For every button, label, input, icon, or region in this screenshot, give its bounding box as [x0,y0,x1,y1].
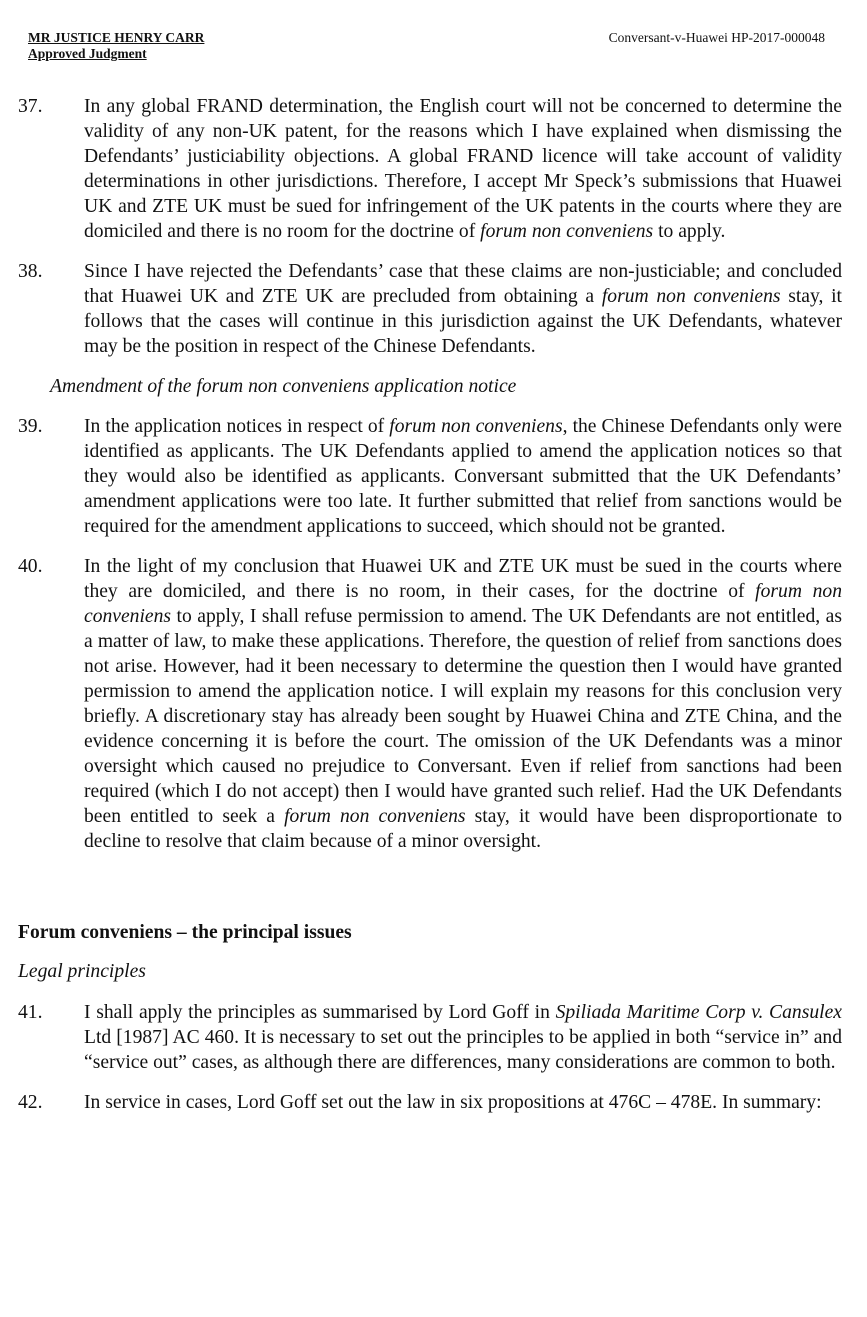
paragraph-40 [18,554,842,854]
paragraph-text: In service in cases, Lord Goff set out the law in six propositions at 476C – 478E. In summary: [84,1092,822,1113]
judge-header [28,30,204,62]
paragraph-text: In the application notices in respect of forum non conveniens, the Chinese Defendants only were identified as applicants. The UK Defendants applied to amend the application notices so that they would also be identified as applicants. Conversant submitted that the UK Defendants’ amendment applications were too late. It further submitted that relief from sanctions would be required for the amendment applications to succeed, which should not be granted. [84,416,842,537]
paragraph-number: 39. [18,416,43,437]
paragraph-text: Since I have rejected the Defendants’ case that these claims are non-justiciable; and concluded that Huawei UK and ZTE UK are precluded from obtaining a forum non conveniens stay, it follows that the cases will continue in this jurisdiction against the UK Defendants, whatever may be the position in respect of the Chinese Defendants. [84,261,843,357]
paragraph-38 [18,259,842,359]
section-heading: Forum conveniens – the principal issues [18,922,352,943]
paragraph-number: 42. [18,1092,43,1113]
paragraph-42 [18,1090,842,1115]
paragraph-39 [18,414,842,539]
paragraph-text: In any global FRAND determination, the English court will not be concerned to determine the validity of any non-UK patent, for the reasons which I have explained when dismissing the Defendants’ justiciability objections. A global FRAND licence will take account of validity determinations in other jurisdictions. Therefore, I accept Mr Speck’s submissions that Huawei UK and ZTE UK must be sued for infringement of the UK patents in the courts where they are domiciled and there is no room for the doctrine of forum non conveniens to apply. [84,96,842,242]
paragraph-number: 40. [18,556,43,577]
subheading-legal-principles: Legal principles [18,961,146,982]
judgment-status: Approved Judgment [28,46,147,61]
paragraph-text: I shall apply the principles as summarised by Lord Goff in Spiliada Maritime Corp v. Cansulex Ltd [1987] AC 460. It is necessary to set out the principles to be applied in both “service in” and “service out” cases, as although there are differences, many considerations are common to both. [84,1002,842,1073]
paragraph-number: 38. [18,261,43,282]
paragraph-41 [18,1000,842,1075]
paragraph-37 [18,94,842,244]
judgment-body [18,94,842,1130]
judge-name: MR JUSTICE HENRY CARR [28,30,205,45]
paragraph-number: 37. [18,96,43,117]
subheading-amendment: Amendment of the forum non conveniens application notice [50,376,517,397]
paragraph-text: In the light of my conclusion that Huawei UK and ZTE UK must be sued in the courts where they are domiciled, and there is no room, in their cases, for the doctrine of forum non conveniens to apply, I shall refuse permission to amend. The UK Defendants are not entitled, as a matter of law, to make these applications. Therefore, the question of relief from sanctions does not arise. However, had it been necessary to determine the question then I would have granted permission to amend the application notice. I will explain my reasons for this conclusion very briefly. A discretionary stay has already been sought by Huawei China and ZTE China, and the evidence concerning it is before the court. The omission of the UK Defendants was a minor oversight which caused no prejudice to Conversant. Even if relief from sanctions had been required (which I do not accept) then I would have granted such relief. Had the UK Defendants been entitled to seek a forum non conveniens stay, it would have been disproportionate to decline to resolve that claim because of a minor oversight. [84,556,842,852]
paragraph-number: 41. [18,1002,43,1023]
page-header [28,30,825,66]
case-reference: Conversant-v-Huawei HP-2017-000048 [608,30,825,45]
